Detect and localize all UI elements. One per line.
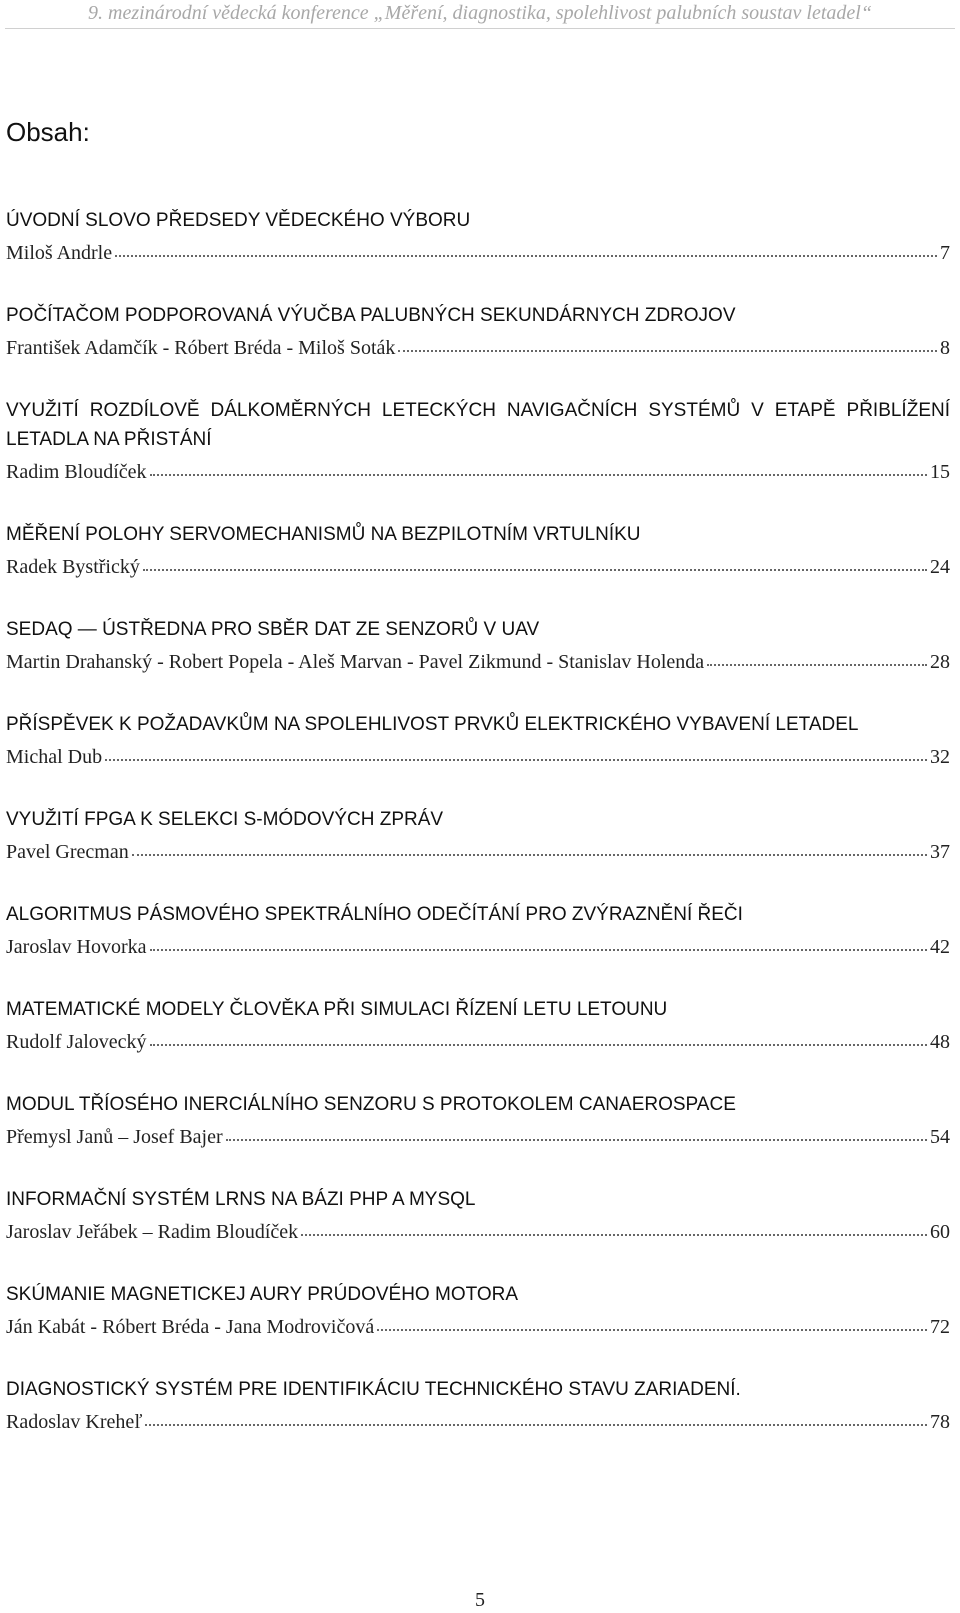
entry-title: MĚŘENÍ POLOHY SERVOMECHANISMŮ NA BEZPILOTNÍM VRTULNÍKU	[6, 524, 641, 545]
entry-authors: Radoslav Kreheľ	[6, 1411, 143, 1433]
entry-title: INFORMAČNÍ SYSTÉM LRNS NA BÁZI PHP A MYSQL	[6, 1189, 476, 1210]
entry-page-number: 32	[930, 746, 950, 768]
dot-leader	[150, 949, 927, 951]
dot-leader	[115, 255, 937, 257]
dot-leader	[301, 1234, 927, 1236]
entry-authors: Přemysl Janů – Josef Bajer	[6, 1126, 223, 1148]
page-number: 5	[475, 1589, 485, 1611]
dot-leader	[145, 1424, 927, 1426]
toc-entry	[6, 1090, 950, 1151]
entry-authors: Jaroslav Hovorka	[6, 936, 147, 958]
entry-authors: Michal Dub	[6, 746, 103, 768]
entry-authors: Radim Bloudíček	[6, 461, 147, 483]
toc-entry	[6, 615, 950, 676]
entry-authors: Miloš Andrle	[6, 242, 113, 264]
entry-page-number: 42	[930, 936, 950, 958]
entry-link[interactable]	[6, 553, 950, 581]
entry-page-number: 37	[930, 841, 950, 863]
entry-link[interactable]	[6, 743, 950, 771]
entry-page-number: 60	[930, 1221, 950, 1243]
entry-authors: Radek Bystřický	[6, 556, 140, 578]
toc-entry	[6, 1280, 950, 1341]
dot-leader	[226, 1139, 927, 1141]
running-header: 9. mezinárodní vědecká konference „Měření, diagnostika, spolehlivost palubních soustav letadel“	[88, 2, 872, 24]
toc-entry	[6, 710, 950, 771]
entry-link[interactable]	[6, 1123, 950, 1151]
entry-link[interactable]	[6, 239, 950, 267]
entry-authors: Martin Drahanský - Robert Popela - Aleš Marvan - Pavel Zikmund - Stanislav Holenda	[6, 651, 705, 673]
entry-link[interactable]	[6, 334, 950, 362]
entry-link[interactable]	[6, 1408, 950, 1436]
entry-authors: František Adamčík - Róbert Bréda - Miloš Soták	[6, 337, 396, 359]
dot-leader	[143, 569, 927, 571]
dot-leader	[377, 1329, 927, 1331]
entry-authors: Pavel Grecman	[6, 841, 129, 863]
entry-title: VYUŽITÍ ROZDÍLOVĚ DÁLKOMĚRNÝCH LETECKÝCH NAVIGAČNÍCH SYSTÉMŮ V ETAPĚ PŘIBLÍŽENÍ LETADLA NA PŘISTÁNÍ	[6, 400, 950, 450]
dot-leader	[150, 1044, 927, 1046]
entry-title: ALGORITMUS PÁSMOVÉHO SPEKTRÁLNÍHO ODEČÍTÁNÍ PRO ZVÝRAZNĚNÍ ŘEČI	[6, 904, 743, 925]
toc-entry	[6, 1375, 950, 1436]
dot-leader	[707, 664, 927, 666]
header-rule	[5, 28, 955, 29]
entry-link[interactable]	[6, 1028, 950, 1056]
entry-page-number: 7	[940, 242, 950, 264]
entry-page-number: 15	[930, 461, 950, 483]
dot-leader	[105, 759, 927, 761]
toc-entry	[6, 301, 950, 362]
entry-link[interactable]	[6, 648, 950, 676]
toc-entry	[6, 900, 950, 961]
entry-title: VYUŽITÍ FPGA K SELEKCI S-MÓDOVÝCH ZPRÁV	[6, 809, 444, 830]
entry-page-number: 24	[930, 556, 950, 578]
entry-link[interactable]	[6, 1218, 950, 1246]
toc-entry	[6, 206, 950, 267]
entry-page-number: 28	[930, 651, 950, 673]
entry-authors: Rudolf Jalovecký	[6, 1031, 147, 1053]
entry-link[interactable]	[6, 933, 950, 961]
entry-page-number: 78	[930, 1411, 950, 1433]
entry-title: POČÍTAČOM PODPOROVANÁ VÝUČBA PALUBNÝCH SEKUNDÁRNYCH ZDROJOV	[6, 305, 736, 326]
toc-entry	[6, 1185, 950, 1246]
toc-entry	[6, 805, 950, 866]
entry-page-number: 48	[930, 1031, 950, 1053]
entry-page-number: 8	[940, 337, 950, 359]
dot-leader	[150, 474, 927, 476]
entry-authors: Ján Kabát - Róbert Bréda - Jana Modrovičová	[6, 1316, 375, 1338]
entry-title: PŘÍSPĚVEK K POŽADAVKŮM NA SPOLEHLIVOST PRVKŮ ELEKTRICKÉHO VYBAVENÍ LETADEL	[6, 714, 859, 735]
entry-page-number: 54	[930, 1126, 950, 1148]
entry-title: MODUL TŘÍOSÉHO INERCIÁLNÍHO SENZORU S PROTOKOLEM CANAEROSPACE	[6, 1094, 736, 1115]
entry-title: ÚVODNÍ SLOVO PŘEDSEDY VĚDECKÉHO VÝBORU	[6, 210, 471, 231]
entry-title: SEDAQ — ÚSTŘEDNA PRO SBĚR DAT ZE SENZORŮ V UAV	[6, 619, 540, 640]
dot-leader	[132, 854, 927, 856]
entry-authors: Jaroslav Jeřábek – Radim Bloudíček	[6, 1221, 299, 1243]
toc-heading: Obsah:	[6, 117, 90, 147]
entry-link[interactable]	[6, 838, 950, 866]
entry-page-number: 72	[930, 1316, 950, 1338]
entry-title: DIAGNOSTICKÝ SYSTÉM PRE IDENTIFIKÁCIU TECHNICKÉHO STAVU ZARIADENÍ.	[6, 1379, 741, 1400]
entry-link[interactable]	[6, 458, 950, 486]
toc-entry	[6, 995, 950, 1056]
entry-title: SKÚMANIE MAGNETICKEJ AURY PRÚDOVÉHO MOTORA	[6, 1284, 519, 1305]
toc-entry	[6, 520, 950, 581]
toc-list	[6, 206, 950, 1436]
toc-entry	[6, 396, 950, 486]
entry-title: MATEMATICKÉ MODELY ČLOVĚKA PŘI SIMULACI ŘÍZENÍ LETU LETOUNU	[6, 999, 668, 1020]
entry-link[interactable]	[6, 1313, 950, 1341]
dot-leader	[398, 350, 937, 352]
